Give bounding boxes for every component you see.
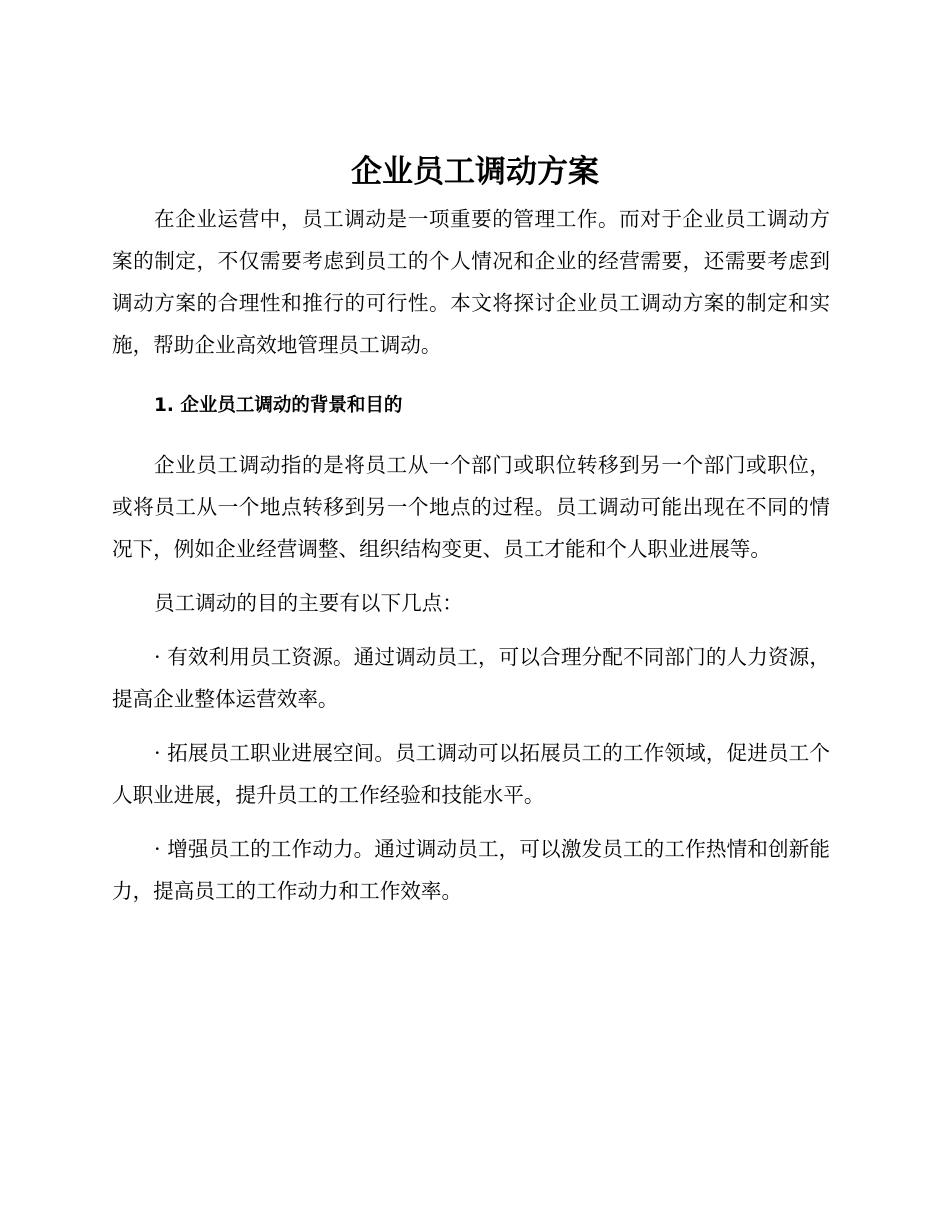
purpose-lead: 员工调动的目的主要有以下几点： — [154, 591, 463, 615]
document-body — [112, 198, 830, 912]
document-title: 企业员工调动方案 — [351, 154, 599, 190]
bullet-item: · 增强员工的工作动力。通过调动员工，可以激发员工的工作热情和创新能力，提高员工的工作动力和工作效率。 — [112, 837, 830, 903]
section-1-paragraph: 企业员工调动指的是将员工从一个部门或职位转移到另一个部门或职位，或将员工从一个地点转移到另一个地点的过程。员工调动可能出现在不同的情况下，例如企业经营调整、组织结构变更、员工才能和个人职业进展等。 — [112, 453, 830, 561]
section-1-heading: 1. 企业员工调动的背景和目的 — [154, 395, 403, 416]
intro-paragraph: 在企业运营中，员工调动是一项重要的管理工作。而对于企业员工调动方案的制定，不仅需要考虑到员工的个人情况和企业的经营需要，还需要考虑到调动方案的合理性和推行的可行性。本文将探讨企业员工调动方案的制定和实施，帮助企业高效地管理员工调动。 — [112, 207, 830, 357]
bullet-item: · 拓展员工职业进展空间。员工调动可以拓展员工的工作领域，促进员工个人职业进展，提升员工的工作经验和技能水平。 — [112, 741, 830, 807]
bullet-item: · 有效利用员工资源。通过调动员工，可以合理分配不同部门的人力资源，提高企业整体运营效率。 — [112, 645, 830, 711]
